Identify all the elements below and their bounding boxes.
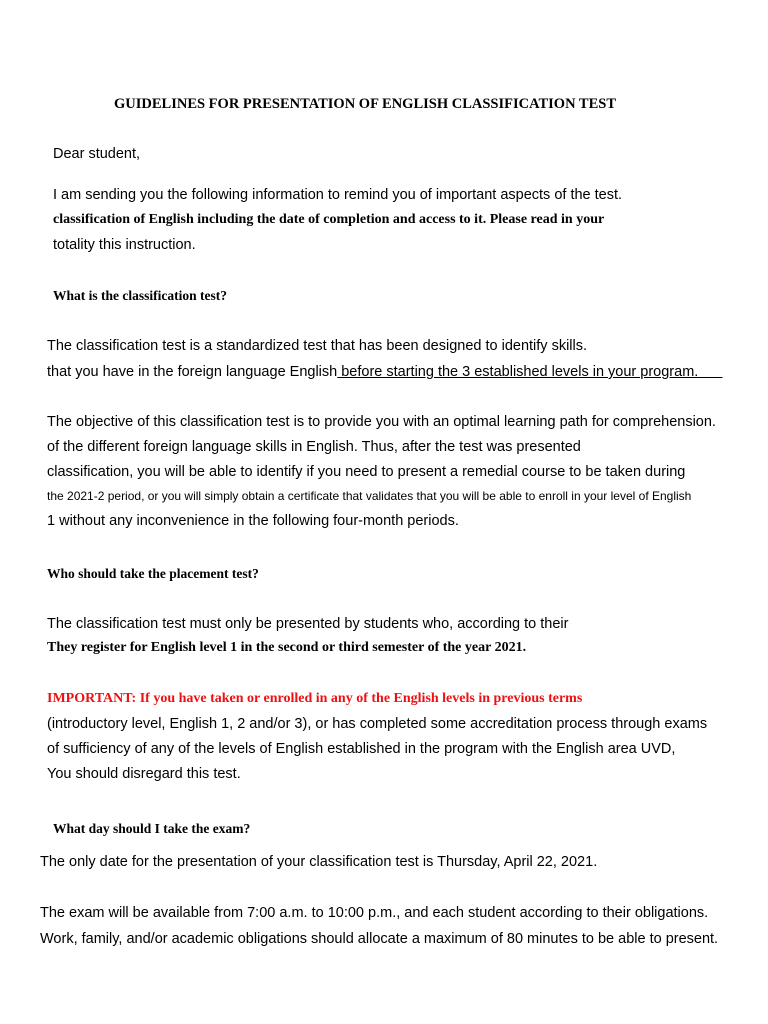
section-heading-what-day: What day should I take the exam? xyxy=(53,821,251,836)
greeting: Dear student, xyxy=(53,146,141,162)
document-title: GUIDELINES FOR PRESENTATION OF ENGLISH CLASSIFICATION TEST xyxy=(114,96,616,112)
line2-plain-text: that you have in the foreign language English xyxy=(47,364,338,380)
section3-paragraph1: The only date for the presentation of your classification test is Thursday, April 22, 2021. xyxy=(40,854,598,870)
line2-underlined-text: before starting the 3 established levels in your program. xyxy=(337,364,723,380)
section2-paragraph2-line1: (introductory level, English 1, 2 and/or 3), or has completed some accreditation process through exams xyxy=(47,716,708,732)
section1-paragraph2-line4: the 2021-2 period, or you will simply obtain a certificate that validates that you will be able to enroll in your level of English xyxy=(47,489,692,503)
section1-paragraph1-line2 xyxy=(47,364,722,380)
intro-line-3: totality this instruction. xyxy=(53,237,196,253)
section3-paragraph2-line2: Work, family, and/or academic obligations should allocate a maximum of 80 minutes to be able to present. xyxy=(40,931,719,947)
section3-paragraph2-line1: The exam will be available from 7:00 a.m. to 10:00 p.m., and each student according to their obligations. xyxy=(40,905,709,921)
section1-paragraph1-line1: The classification test is a standardized test that has been designed to identify skills. xyxy=(47,338,588,354)
intro-line-2: classification of English including the date of completion and access to it. Please read in your xyxy=(53,212,605,227)
important-notice: IMPORTANT: If you have taken or enrolled in any of the English levels in previous terms xyxy=(47,691,583,706)
section1-paragraph2-line5: 1 without any inconvenience in the following four-month periods. xyxy=(47,513,459,529)
section1-paragraph2-line1: The objective of this classification test is to provide you with an optimal learning path for comprehension. xyxy=(47,414,716,430)
intro-line-1: I am sending you the following information to remind you of important aspects of the test. xyxy=(53,187,623,203)
section-heading-what-is: What is the classification test? xyxy=(53,288,227,303)
section2-paragraph2-line2: of sufficiency of any of the levels of English established in the program with the English area UVD, xyxy=(47,741,676,757)
section1-paragraph2-line3: classification, you will be able to identify if you need to present a remedial course to be taken during xyxy=(47,464,686,480)
section2-paragraph1-line2: They register for English level 1 in the second or third semester of the year 2021. xyxy=(47,640,527,655)
section-heading-who-should: Who should take the placement test? xyxy=(47,566,259,581)
section2-paragraph1-line1: The classification test must only be presented by students who, according to their xyxy=(47,616,569,632)
section2-paragraph2-line3: You should disregard this test. xyxy=(47,766,241,782)
section1-paragraph2-line2: of the different foreign language skills in English. Thus, after the test was presented xyxy=(47,439,581,455)
